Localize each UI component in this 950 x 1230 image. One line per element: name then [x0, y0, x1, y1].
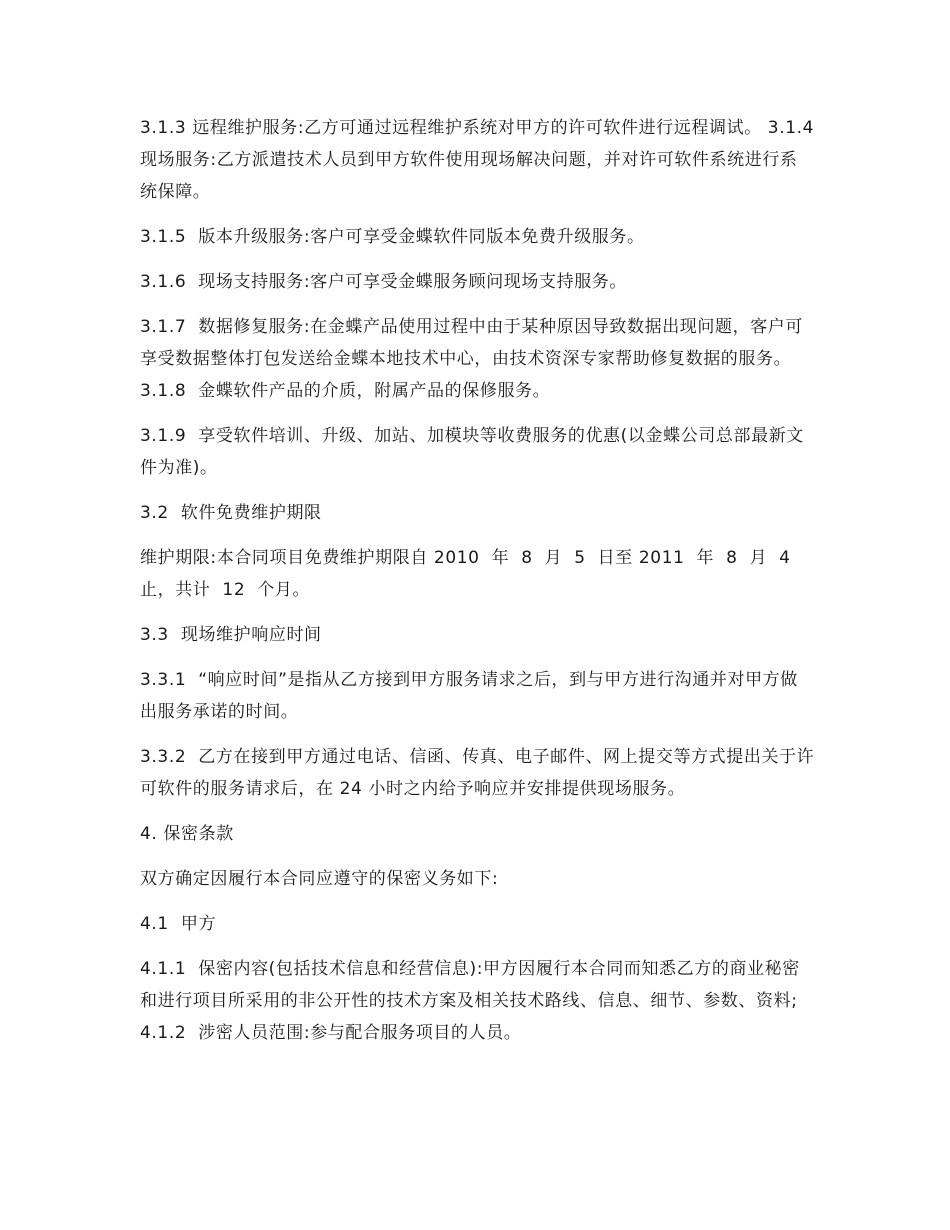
paragraph-onsite-support: 3.1.6 现场支持服务:客户可享受金蝶服务顾问现场支持服务。	[140, 272, 627, 292]
paragraph-confidential-content: 4.1.1 保密内容(包括技术信息和经营信息):甲方因履行本合同而知悉乙方的商业秘密和进行项目所采用的非公开性的技术方案及相关技术路线、信息、细节、参数、资料; 4.1.2 涉密人员范围:参与配合服务项目的人员。	[140, 959, 804, 1043]
document-page	[140, 112, 821, 1062]
paragraph-response-commitment: 3.3.2 乙方在接到甲方通过电话、信函、传真、电子邮件、网上提交等方式提出关于许可软件的服务请求后，在 24 小时之内给予响应并安排提供现场服务。	[140, 747, 815, 799]
heading-response-time: 3.3 现场维护响应时间	[140, 625, 322, 645]
paragraph-maintenance-period: 维护期限:本合同项目免费维护期限自 2010 年 8 月 5 日至 2011 年 8 月 4 止，共计 12 个月。	[140, 548, 797, 600]
paragraph-data-repair: 3.1.7 数据修复服务:在金蝶产品使用过程中由于某种原因导致数据出现问题，客户可享受数据整体打包发送给金蝶本地技术中心，由技术资深专家帮助修复数据的服务。 3.1.8 金蝶软件产品的介质，附属产品的保修服务。	[140, 317, 804, 401]
heading-party-a: 4.1 甲方	[140, 914, 217, 934]
paragraph-response-time-definition: 3.3.1 “响应时间”是指从乙方接到甲方服务请求之后，到与甲方进行沟通并对甲方做出服务承诺的时间。	[140, 670, 798, 722]
heading-confidentiality: 4. 保密条款	[140, 824, 234, 844]
paragraph-confidentiality-intro: 双方确定因履行本合同应遵守的保密义务如下:	[140, 869, 499, 889]
heading-free-maintenance-period: 3.2 软件免费维护期限	[140, 503, 322, 523]
paragraph-version-upgrade: 3.1.5 版本升级服务:客户可享受金蝶软件同版本免费升级服务。	[140, 227, 645, 247]
paragraph-remote-and-onsite-service: 3.1.3 远程维护服务:乙方可通过远程维护系统对甲方的许可软件进行远程调试。 3.1.4 现场服务:乙方派遣技术人员到甲方软件使用现场解决问题，并对许可软件系统进行系统保障。	[140, 118, 821, 202]
paragraph-training-discount: 3.1.9 享受软件培训、升级、加站、加模块等收费服务的优惠(以金蝶公司总部最新文件为准)。	[140, 426, 804, 478]
